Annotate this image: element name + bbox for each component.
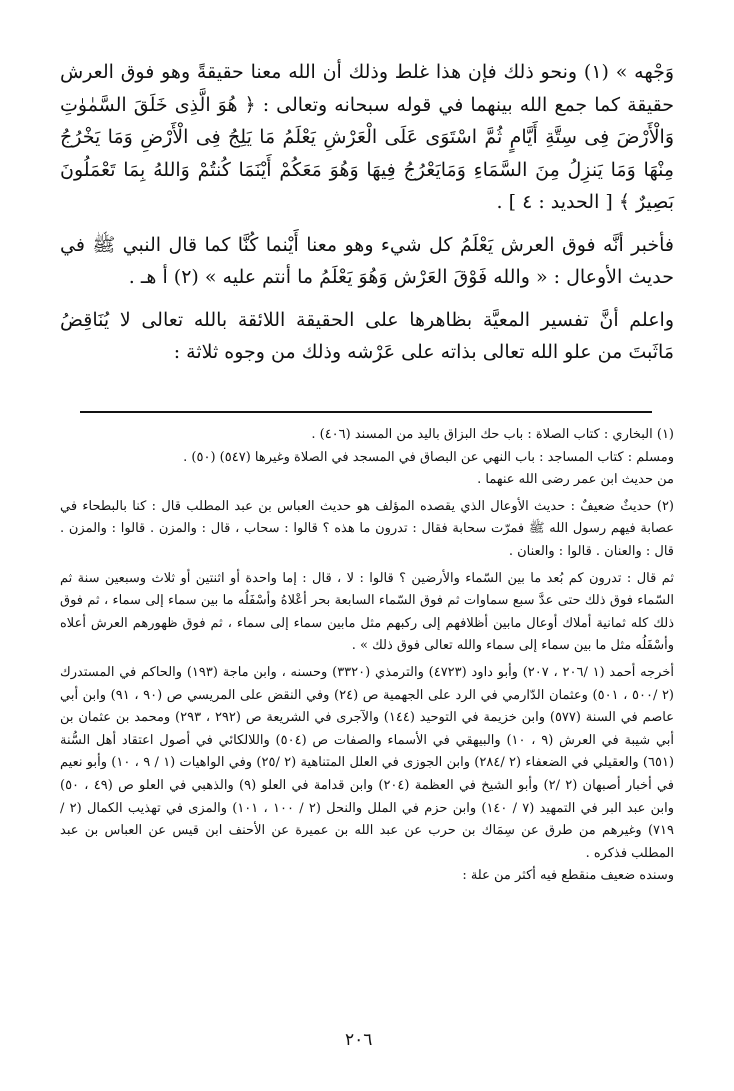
main-paragraph-3: واعلم أنَّ تفسير المعيَّة بظاهرها على الحقيقة اللائقة بالله تعالى لا يُنَاقِضُ مَاثَبتَ من علو الله تعالى بذاته على عَرْشه وذلك من وجوه ثلاثة : <box>60 308 674 363</box>
page-number: ٢٠٦ <box>345 1030 373 1050</box>
footnote-2-hadith: ثم قال : تدرون كم بُعد ما بين السّماء والأرضين ؟ قالوا : لا ، قال : إما واحدة أو اثنتين أو ثلاث وسبعين سنة ثم السّماء فوق ذلك حتى عدَّ سبع سماوات ثم فوق السّماء السابعة بحر أعْلاهُ وأسْفَلُه ما بين سماء إلى سماء ، ثم فوق ذلك كله ثمانية أملاك أوعال مابين أظلافهم إلى ركبهم مثل مابين سماء إلى سماء ، ثم فوق ظهورهم العرش أعلاه وأسْفَلُه مثل ما بين سماء إلى سماء والله تعالى فوق ذلك » . <box>60 570 674 654</box>
main-text <box>60 56 674 369</box>
footnote-divider <box>80 411 652 413</box>
footnote-2-text: (٢) حديثٌ ضعيفٌ : حديث الأوعال الذي يقصده المؤلف هو حديث العباس بن عبد المطلب قال : كنا بالبطحاء في عصابة فيهم رسول الله ﷺ فمرّت سحابة فقال : تدرون ما هذه ؟ قالوا : سحاب ، قال : والمزن . قالوا : والمزن . قال : والعنان . قالوا : والعنان . <box>60 498 674 559</box>
footnote-1-line-1: (١) البخاري : كتاب الصلاة : باب حك البزاق باليد من المسند (٤٠٦) . <box>311 427 674 442</box>
footnotes <box>60 424 674 888</box>
footnote-2-grading: وسنده ضعيف منقطع فيه أكثر من علة : <box>462 868 674 884</box>
footnote-1-line-3: من حديث ابن عمر رضى الله عنهما . <box>477 472 674 488</box>
footnote-1-line-2: ومسلم : كتاب المساجد : باب النهي عن البصاق في المسجد في الصلاة وغيرها (٥٤٧) (٥٠) . <box>183 449 674 465</box>
main-paragraph-2: فأخبر أنَّه فوق العرش يَعْلَمُ كل شيء وهو معنا أَيْنما كُنَّا كما قال النبي ﷺ في حديث الأوعال : « والله فَوْقَ العَرْش وَهُوَ يَعْلَمُ ما أنتم عليه » (٢) أ هـ . <box>60 233 674 288</box>
main-paragraph-1: وَجْهه » (١) ونحو ذلك فإن هذا غلط وذلك أن الله معنا حقيقةً وهو فوق العرش حقيقة كما جمع الله بينهما في قوله سبحانه وتعالى : ﴿ هُوَ الَّذِى خَلَقَ السَّمٰوٰتِ وَالْأَرْضَ فِى سِتَّةِ أَيَّامٍ ثُمَّ اسْتَوَى عَلَى الْعَرْشِ يَعْلَمُ مَا يَلِجُ فِى الْأَرْضِ وَمَا يَخْرُجُ مِنْهَا وَمَا يَنزِلُ مِنَ السَّمَاءِ وَمَايَعْرُجُ فِيهَا وَهُوَ مَعَكُمْ أَيْنَمَا كُنتُمْ وَاللهُ بِمَا تَعْمَلُونَ بَصِيرٌ ﴾ [ الحديد : ٤ ] . <box>60 61 675 213</box>
footnote-2-takhrij: أخرجه أحمد (١ /٢٠٦ ، ٢٠٧) وأبو داود (٤٧٢٣) والترمذي (٣٣٢٠) وحسنه ، وابن ماجة (١٩٣) والحاكم في المستدرك (٢ /٥٠٠ ، ٥٠١) وعثمان الدّارمي في الرد على الجهمية ص (٢٤) وفي النقض على المريسي ص (٩٠ ، ٩١) وابن أبي عاصم في السنة (٥٧٧) وابن خزيمة في التوحيد (١٤٤) والآجرى في الشريعة ص (٢٩٢ ، ٢٩٣) ومحمد بن عثمان بن أبي شيبة في العرش (٩ ، ١٠) والبيهقي في الأسماء والصفات ص (٥٠٤) واللالكائي في أصول اعتقاد أهل السُّنة (٦٥١) والعقيلي في الضعفاء (٢ /٢٨٤) وابن الجوزى في العلل المتناهية (٢ /٢٥) وفي الواهيات (١ / ٩ ، ١٠) وأبو نعيم في أخبار أصبهان (٢ /٢) وأبو الشيخ في العظمة (٢٠٤) وابن قدامة في العلو (٩) والذهبي في العلو ص (٤٩ ، ٥٠) وابن عبد البر في التمهيد (٧ / ١٤٠) وابن حزم في الملل والنحل (٢ / ١٠٠ ، ١٠١) والمزى في تهذيب الكمال (٢ / ٧١٩) وغيرهم من طرق عن سِمَاك بن حرب عن عبد الله بن عميرة عن الأحنف ابن قيس عن العباس بن عبد المطلب فذكره . <box>60 664 675 861</box>
